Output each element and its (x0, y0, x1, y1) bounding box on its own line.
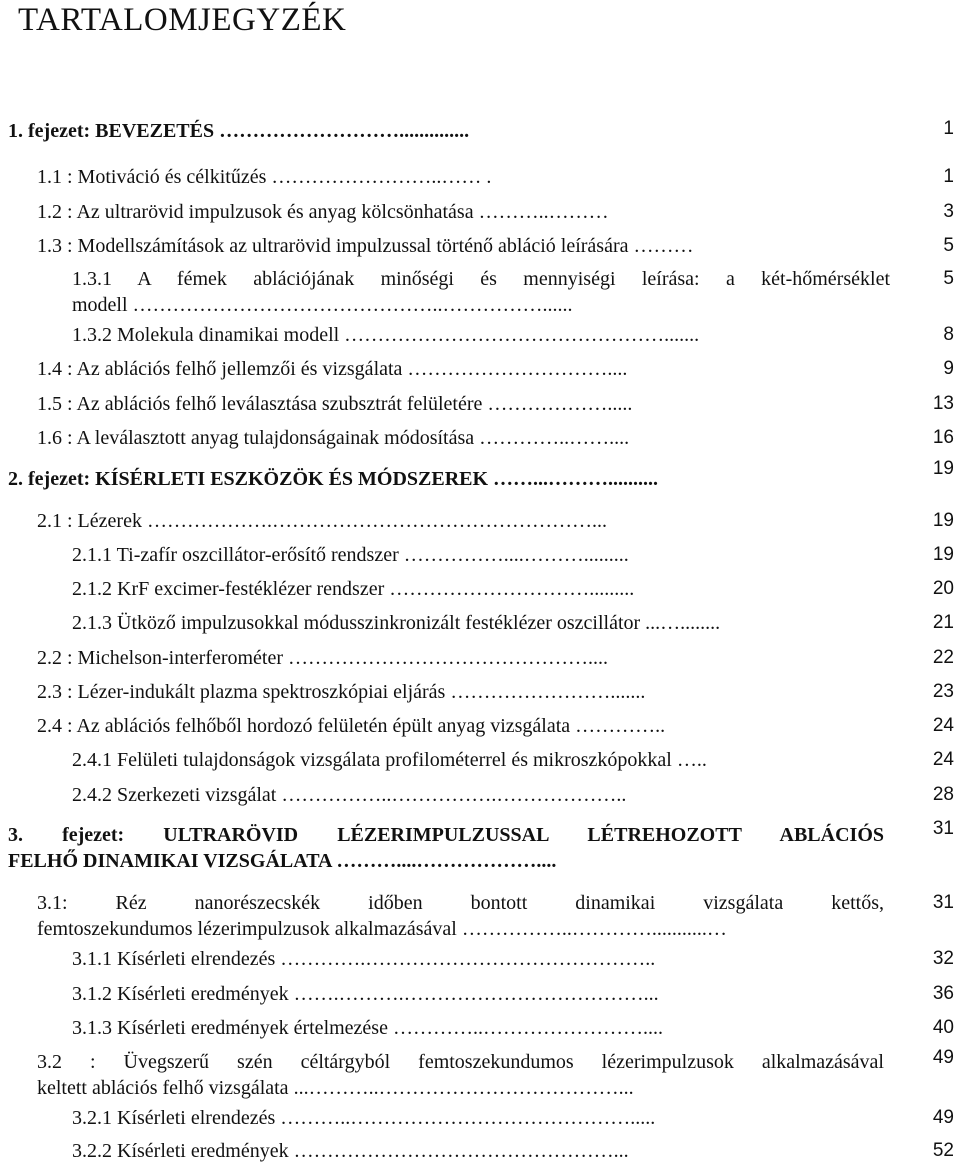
toc-entry-3-2-2[interactable] (72, 1138, 872, 1164)
toc-entry-1-4[interactable] (37, 356, 857, 382)
toc-entry-1-1[interactable] (37, 164, 857, 190)
toc-entry-text: 3. fejezet: ULTRARÖVID LÉZERIMPULZUSSAL LÉTREHOZOTT ABLÁCIÓS (8, 824, 884, 846)
toc-page-number: 13 (932, 393, 954, 414)
toc-entry-text: 2. fejezet: KÍSÉRLETI ESZKÖZÖK ÉS MÓDSZEREK ……...……….......... (8, 468, 659, 490)
toc-entry-3-1-3[interactable] (72, 1015, 872, 1041)
toc-entry-text: 2.1.1 Ti-zafír oszcillátor-erősítő rendszer ……………....………......... (72, 544, 629, 566)
toc-entry-text: 1.1 : Motiváció és célkitűzés ……………………..…… . (37, 166, 492, 188)
toc-page-number: 5 (943, 235, 954, 256)
toc-page-number: 19 (932, 544, 954, 565)
toc-entry-text: 1.3.2 Molekula dinamikai modell …………………………………………....... (72, 324, 700, 346)
toc-page-number: 24 (932, 715, 954, 736)
toc-page-number: 31 (932, 892, 954, 913)
toc-entry-text: 2.2 : Michelson-interferométer ……………………………………….... (37, 647, 609, 669)
toc-page-number: 36 (932, 983, 954, 1004)
toc-entry-2-4[interactable] (37, 713, 857, 739)
toc-entry-text: 2.4.1 Felületi tulajdonságok vizsgálata profilométerrel és mikroszkópokkal ….. (72, 749, 707, 771)
page-title: TARTALOMJEGYZÉK (18, 2, 347, 38)
toc-entry-3-2-1[interactable] (72, 1105, 872, 1131)
toc-page-number: 28 (932, 784, 954, 805)
toc-entry-2-1-2[interactable] (72, 576, 872, 602)
toc-page-number: 1 (943, 118, 954, 139)
toc-entry-text: 1.6 : A leválasztott anyag tulajdonságainak módosítása …………..…….... (37, 427, 630, 449)
toc-page-number: 8 (943, 324, 954, 345)
toc-page-number: 19 (932, 458, 954, 479)
toc-entry-3-2[interactable] (37, 1049, 884, 1101)
toc-entry-2-4-1[interactable] (72, 747, 872, 773)
toc-page-number: 49 (932, 1107, 954, 1128)
toc-entry-text: 3.2.2 Kísérleti eredmények …………………………………………... (72, 1140, 629, 1162)
toc-page-number: 9 (943, 358, 954, 379)
toc-entry-text: 1.3 : Modellszámítások az ultrarövid impulzussal történő abláció leírására ……… (37, 235, 694, 257)
toc-entry-2-1-1[interactable] (72, 542, 872, 568)
toc-entry-text: 1.3.1 A fémek ablációjának minőségi és mennyiségi leírása: a két-hőmérséklet (72, 268, 890, 290)
toc-entry-2-4-2[interactable] (72, 782, 872, 808)
toc-entry-text: 2.4 : Az ablációs felhőből hordozó felületén épült anyag vizsgálata ………….. (37, 715, 666, 737)
toc-entry-text: modell ………………………………………..……………...... (72, 294, 573, 316)
toc-page-number: 20 (932, 578, 954, 599)
toc-entry-text: 2.3 : Lézer-indukált plazma spektroszkópiai eljárás ……………………....... (37, 681, 646, 703)
toc-entry-3-1-2[interactable] (72, 981, 872, 1007)
toc-page-number: 19 (932, 510, 954, 531)
toc-page-number: 5 (943, 268, 954, 289)
toc-entry-text: keltett ablációs felhő vizsgálata ...………..………………………………... (37, 1077, 634, 1099)
toc-entry-chapter-3[interactable] (8, 822, 884, 874)
toc-entry-text: 1.2 : Az ultrarövid impulzusok és anyag kölcsönhatása ………..……… (37, 201, 609, 223)
toc-entry-1-3[interactable] (37, 233, 877, 259)
toc-entry-chapter-2[interactable] (8, 466, 848, 492)
toc-entry-text: 3.2.1 Kísérleti elrendezés ………..……………………………………..... (72, 1107, 656, 1129)
toc-entry-2-3[interactable] (37, 679, 857, 705)
toc-entry-1-2[interactable] (37, 199, 857, 225)
toc-entry-text: 3.1.3 Kísérleti eredmények értelmezése …………..…………………….... (72, 1017, 663, 1039)
toc-page-number: 3 (943, 201, 954, 222)
toc-entry-text: 3.2 : Üvegszerű szén céltárgyból femtoszekundumos lézerimpulzusok alkalmazásával (37, 1051, 884, 1073)
toc-page-number: 21 (932, 612, 954, 633)
toc-entry-text: 2.4.2 Szerkezeti vizsgálat ……………..…………….……………….. (72, 784, 627, 806)
toc-entry-text: 1.5 : Az ablációs felhő leválasztása szubsztrát felületére ………………..... (37, 393, 633, 415)
toc-entry-1-3-2[interactable] (72, 322, 872, 348)
toc-entry-text: FELHŐ DINAMIKAI VIZSGÁLATA ………....……………….... (8, 850, 557, 872)
toc-page-number: 16 (932, 427, 954, 448)
toc-entry-text: 3.1: Réz nanorészecskék időben bontott dinamikai vizsgálata kettős, (37, 892, 884, 914)
toc-entry-text: 2.1.3 Ütköző impulzusokkal módusszinkronizált festéklézer oszcillátor ...…........ (72, 612, 721, 634)
toc-entry-3-1[interactable] (37, 890, 884, 942)
toc-entry-text: 2.1 : Lézerek ……………….…………………………………………... (37, 510, 607, 532)
toc-entry-text: 1. fejezet: BEVEZETÉS ……………………….............. (8, 120, 470, 142)
toc-entry-3-1-1[interactable] (72, 946, 872, 972)
toc-entry-1-3-1[interactable] (72, 266, 890, 318)
toc-entry-1-6[interactable] (37, 425, 857, 451)
toc-entry-1-5[interactable] (37, 391, 857, 417)
toc-entry-text: 3.1.2 Kísérleti eredmények …….……….………………………………... (72, 983, 659, 1005)
toc-page-number: 49 (932, 1047, 954, 1068)
toc-entry-text: 3.1.1 Kísérleti elrendezés ………….…………………………………….. (72, 948, 656, 970)
toc-page-number: 24 (932, 749, 954, 770)
toc-entry-2-2[interactable] (37, 645, 857, 671)
toc-page-number: 40 (932, 1017, 954, 1038)
toc-entry-chapter-1[interactable] (8, 118, 848, 144)
toc-page-number: 22 (932, 647, 954, 668)
toc-entry-text: 1.4 : Az ablációs felhő jellemzői és vizsgálata ………………………….... (37, 358, 628, 380)
toc-entry-2-1[interactable] (37, 508, 857, 534)
toc-page-number: 1 (943, 166, 954, 187)
toc-entry-text: femtoszekundumos lézerimpulzusok alkalmazásával ……………..…………...........… (37, 918, 727, 940)
toc-entry-2-1-3[interactable] (72, 610, 872, 636)
toc-page-number: 32 (932, 948, 954, 969)
toc-page-number: 31 (932, 818, 954, 839)
toc-page-number: 52 (932, 1140, 954, 1161)
toc-entry-text: 2.1.2 KrF excimer-festéklézer rendszer …………………………......... (72, 578, 635, 600)
toc-page-number: 23 (932, 681, 954, 702)
